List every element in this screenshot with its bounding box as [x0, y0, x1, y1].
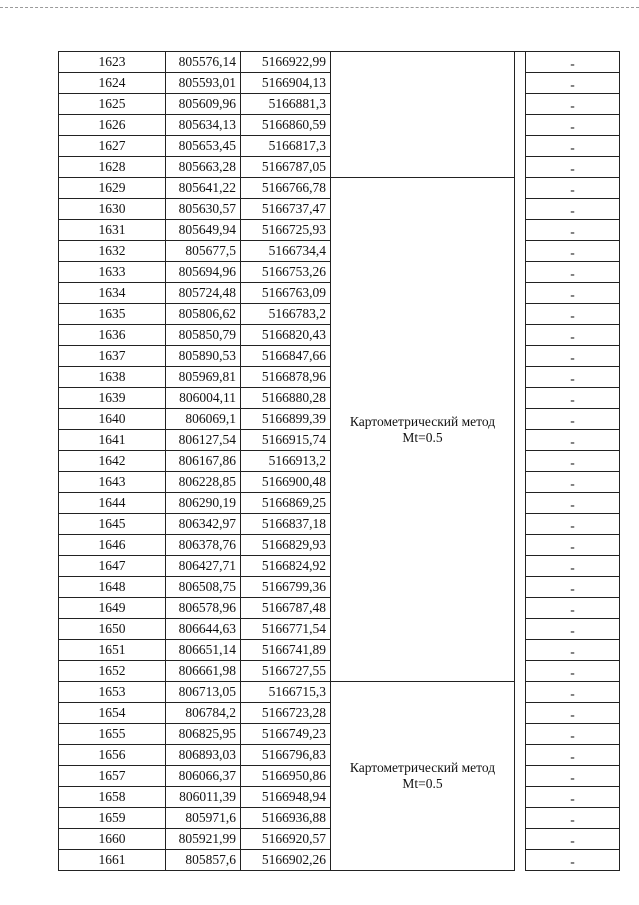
y-coordinate-cell: 5166715,3	[241, 682, 331, 703]
spacer-cell	[515, 661, 526, 682]
coordinates-table-wrapper	[58, 51, 620, 871]
point-number-cell: 1630	[59, 199, 166, 220]
point-number-cell: 1642	[59, 451, 166, 472]
x-coordinate-cell: 805653,45	[166, 136, 241, 157]
dash-cell: -	[526, 388, 620, 409]
point-number-cell: 1653	[59, 682, 166, 703]
dash-cell: -	[526, 94, 620, 115]
dash-cell: -	[526, 430, 620, 451]
y-coordinate-cell: 5166783,2	[241, 304, 331, 325]
spacer-cell	[515, 430, 526, 451]
y-coordinate-cell: 5166723,28	[241, 703, 331, 724]
dash-cell: -	[526, 262, 620, 283]
spacer-cell	[515, 157, 526, 178]
point-number-cell: 1637	[59, 346, 166, 367]
dash-cell: -	[526, 577, 620, 598]
x-coordinate-cell: 806069,1	[166, 409, 241, 430]
x-coordinate-cell: 805850,79	[166, 325, 241, 346]
y-coordinate-cell: 5166899,39	[241, 409, 331, 430]
point-number-cell: 1639	[59, 388, 166, 409]
y-coordinate-cell: 5166860,59	[241, 115, 331, 136]
y-coordinate-cell: 5166771,54	[241, 619, 331, 640]
method-name: Картометрический метод	[349, 413, 496, 429]
x-coordinate-cell: 806508,75	[166, 577, 241, 598]
point-number-cell: 1623	[59, 52, 166, 73]
spacer-cell	[515, 472, 526, 493]
spacer-cell	[515, 787, 526, 808]
y-coordinate-cell: 5166920,57	[241, 829, 331, 850]
x-coordinate-cell: 806893,03	[166, 745, 241, 766]
spacer-cell	[515, 850, 526, 871]
dash-cell: -	[526, 220, 620, 241]
dash-cell: -	[526, 598, 620, 619]
point-number-cell: 1656	[59, 745, 166, 766]
x-coordinate-cell: 806127,54	[166, 430, 241, 451]
spacer-cell	[515, 640, 526, 661]
x-coordinate-cell: 806290,19	[166, 493, 241, 514]
y-coordinate-cell: 5166847,66	[241, 346, 331, 367]
x-coordinate-cell: 806011,39	[166, 787, 241, 808]
spacer-cell	[515, 241, 526, 262]
y-coordinate-cell: 5166869,25	[241, 493, 331, 514]
point-number-cell: 1654	[59, 703, 166, 724]
dash-cell: -	[526, 136, 620, 157]
table-row	[59, 682, 620, 703]
dash-cell: -	[526, 283, 620, 304]
table-row	[59, 178, 620, 199]
point-number-cell: 1624	[59, 73, 166, 94]
spacer-cell	[515, 136, 526, 157]
x-coordinate-cell: 806378,76	[166, 535, 241, 556]
y-coordinate-cell: 5166727,55	[241, 661, 331, 682]
method-accuracy: Mt=0.5	[402, 429, 443, 445]
x-coordinate-cell: 806825,95	[166, 724, 241, 745]
point-number-cell: 1633	[59, 262, 166, 283]
spacer-cell	[515, 304, 526, 325]
point-number-cell: 1647	[59, 556, 166, 577]
spacer-cell	[515, 619, 526, 640]
dash-cell: -	[526, 346, 620, 367]
x-coordinate-cell: 805630,57	[166, 199, 241, 220]
point-number-cell: 1659	[59, 808, 166, 829]
x-coordinate-cell: 806427,71	[166, 556, 241, 577]
spacer-cell	[515, 115, 526, 136]
y-coordinate-cell: 5166820,43	[241, 325, 331, 346]
dash-cell: -	[526, 52, 620, 73]
point-number-cell: 1644	[59, 493, 166, 514]
x-coordinate-cell: 806651,14	[166, 640, 241, 661]
spacer-cell	[515, 262, 526, 283]
y-coordinate-cell: 5166950,86	[241, 766, 331, 787]
x-coordinate-cell: 805724,48	[166, 283, 241, 304]
dash-cell: -	[526, 829, 620, 850]
spacer-cell	[515, 829, 526, 850]
dash-cell: -	[526, 73, 620, 94]
point-number-cell: 1631	[59, 220, 166, 241]
top-dashed-rule	[0, 7, 639, 8]
point-number-cell: 1649	[59, 598, 166, 619]
x-coordinate-cell: 805677,5	[166, 241, 241, 262]
point-number-cell: 1650	[59, 619, 166, 640]
method-accuracy: Mt=0.5	[402, 776, 443, 791]
point-number-cell: 1658	[59, 787, 166, 808]
x-coordinate-cell: 805694,96	[166, 262, 241, 283]
point-number-cell: 1660	[59, 829, 166, 850]
spacer-cell	[515, 703, 526, 724]
point-number-cell: 1646	[59, 535, 166, 556]
dash-cell: -	[526, 451, 620, 472]
point-number-cell: 1636	[59, 325, 166, 346]
spacer-cell	[515, 346, 526, 367]
dash-cell: -	[526, 556, 620, 577]
dash-cell: -	[526, 493, 620, 514]
x-coordinate-cell: 805663,28	[166, 157, 241, 178]
x-coordinate-cell: 806578,96	[166, 598, 241, 619]
spacer-cell	[515, 598, 526, 619]
x-coordinate-cell: 806167,86	[166, 451, 241, 472]
y-coordinate-cell: 5166904,13	[241, 73, 331, 94]
coordinates-table	[58, 51, 620, 871]
point-number-cell: 1632	[59, 241, 166, 262]
x-coordinate-cell: 806644,63	[166, 619, 241, 640]
spacer-cell	[515, 808, 526, 829]
y-coordinate-cell: 5166799,36	[241, 577, 331, 598]
dash-cell: -	[526, 766, 620, 787]
y-coordinate-cell: 5166763,09	[241, 283, 331, 304]
point-number-cell: 1651	[59, 640, 166, 661]
spacer-cell	[515, 451, 526, 472]
point-number-cell: 1640	[59, 409, 166, 430]
x-coordinate-cell: 805969,81	[166, 367, 241, 388]
method-cell	[331, 682, 515, 871]
point-number-cell: 1657	[59, 766, 166, 787]
spacer-cell	[515, 514, 526, 535]
method-name: Картометрический метод	[349, 760, 496, 775]
spacer-cell	[515, 199, 526, 220]
point-number-cell: 1625	[59, 94, 166, 115]
dash-cell: -	[526, 325, 620, 346]
x-coordinate-cell: 805649,94	[166, 220, 241, 241]
dash-cell: -	[526, 241, 620, 262]
dash-cell: -	[526, 115, 620, 136]
x-coordinate-cell: 806004,11	[166, 388, 241, 409]
x-coordinate-cell: 806228,85	[166, 472, 241, 493]
y-coordinate-cell: 5166787,48	[241, 598, 331, 619]
x-coordinate-cell: 806066,37	[166, 766, 241, 787]
spacer-cell	[515, 766, 526, 787]
dash-cell: -	[526, 682, 620, 703]
dash-cell: -	[526, 640, 620, 661]
spacer-cell	[515, 94, 526, 115]
dash-cell: -	[526, 409, 620, 430]
dash-cell: -	[526, 367, 620, 388]
x-coordinate-cell: 805857,6	[166, 850, 241, 871]
method-cell	[331, 178, 515, 682]
y-coordinate-cell: 5166913,2	[241, 451, 331, 472]
y-coordinate-cell: 5166817,3	[241, 136, 331, 157]
y-coordinate-cell: 5166734,4	[241, 241, 331, 262]
y-coordinate-cell: 5166829,93	[241, 535, 331, 556]
dash-cell: -	[526, 304, 620, 325]
dash-cell: -	[526, 808, 620, 829]
dash-cell: -	[526, 535, 620, 556]
y-coordinate-cell: 5166787,05	[241, 157, 331, 178]
spacer-cell	[515, 283, 526, 304]
spacer-cell	[515, 52, 526, 73]
spacer-cell	[515, 220, 526, 241]
y-coordinate-cell: 5166741,89	[241, 640, 331, 661]
y-coordinate-cell: 5166837,18	[241, 514, 331, 535]
spacer-cell	[515, 73, 526, 94]
y-coordinate-cell: 5166796,83	[241, 745, 331, 766]
y-coordinate-cell: 5166824,92	[241, 556, 331, 577]
method-cell	[331, 52, 515, 178]
spacer-cell	[515, 493, 526, 514]
dash-cell: -	[526, 199, 620, 220]
point-number-cell: 1661	[59, 850, 166, 871]
table-row	[59, 52, 620, 73]
point-number-cell: 1638	[59, 367, 166, 388]
x-coordinate-cell: 806661,98	[166, 661, 241, 682]
point-number-cell: 1629	[59, 178, 166, 199]
spacer-cell	[515, 325, 526, 346]
dash-cell: -	[526, 787, 620, 808]
y-coordinate-cell: 5166948,94	[241, 787, 331, 808]
x-coordinate-cell: 805641,22	[166, 178, 241, 199]
y-coordinate-cell: 5166902,26	[241, 850, 331, 871]
y-coordinate-cell: 5166922,99	[241, 52, 331, 73]
spacer-cell	[515, 367, 526, 388]
x-coordinate-cell: 805890,53	[166, 346, 241, 367]
spacer-cell	[515, 409, 526, 430]
y-coordinate-cell: 5166766,78	[241, 178, 331, 199]
x-coordinate-cell: 805971,6	[166, 808, 241, 829]
y-coordinate-cell: 5166880,28	[241, 388, 331, 409]
spacer-cell	[515, 724, 526, 745]
y-coordinate-cell: 5166936,88	[241, 808, 331, 829]
dash-cell: -	[526, 514, 620, 535]
point-number-cell: 1648	[59, 577, 166, 598]
y-coordinate-cell: 5166753,26	[241, 262, 331, 283]
dash-cell: -	[526, 745, 620, 766]
y-coordinate-cell: 5166725,93	[241, 220, 331, 241]
x-coordinate-cell: 805634,13	[166, 115, 241, 136]
x-coordinate-cell: 805609,96	[166, 94, 241, 115]
coordinates-table-body	[59, 52, 620, 871]
x-coordinate-cell: 806713,05	[166, 682, 241, 703]
spacer-cell	[515, 556, 526, 577]
x-coordinate-cell: 806784,2	[166, 703, 241, 724]
y-coordinate-cell: 5166737,47	[241, 199, 331, 220]
point-number-cell: 1628	[59, 157, 166, 178]
point-number-cell: 1635	[59, 304, 166, 325]
y-coordinate-cell: 5166749,23	[241, 724, 331, 745]
spacer-cell	[515, 682, 526, 703]
dash-cell: -	[526, 619, 620, 640]
point-number-cell: 1655	[59, 724, 166, 745]
point-number-cell: 1634	[59, 283, 166, 304]
spacer-cell	[515, 577, 526, 598]
dash-cell: -	[526, 178, 620, 199]
point-number-cell: 1645	[59, 514, 166, 535]
y-coordinate-cell: 5166900,48	[241, 472, 331, 493]
spacer-cell	[515, 178, 526, 199]
y-coordinate-cell: 5166915,74	[241, 430, 331, 451]
dash-cell: -	[526, 661, 620, 682]
point-number-cell: 1652	[59, 661, 166, 682]
dash-cell: -	[526, 724, 620, 745]
x-coordinate-cell: 805593,01	[166, 73, 241, 94]
dash-cell: -	[526, 472, 620, 493]
x-coordinate-cell: 805576,14	[166, 52, 241, 73]
x-coordinate-cell: 805921,99	[166, 829, 241, 850]
y-coordinate-cell: 5166878,96	[241, 367, 331, 388]
x-coordinate-cell: 806342,97	[166, 514, 241, 535]
x-coordinate-cell: 805806,62	[166, 304, 241, 325]
dash-cell: -	[526, 157, 620, 178]
point-number-cell: 1626	[59, 115, 166, 136]
point-number-cell: 1643	[59, 472, 166, 493]
spacer-cell	[515, 745, 526, 766]
y-coordinate-cell: 5166881,3	[241, 94, 331, 115]
spacer-cell	[515, 535, 526, 556]
spacer-cell	[515, 388, 526, 409]
dash-cell: -	[526, 703, 620, 724]
point-number-cell: 1627	[59, 136, 166, 157]
dash-cell: -	[526, 850, 620, 871]
point-number-cell: 1641	[59, 430, 166, 451]
